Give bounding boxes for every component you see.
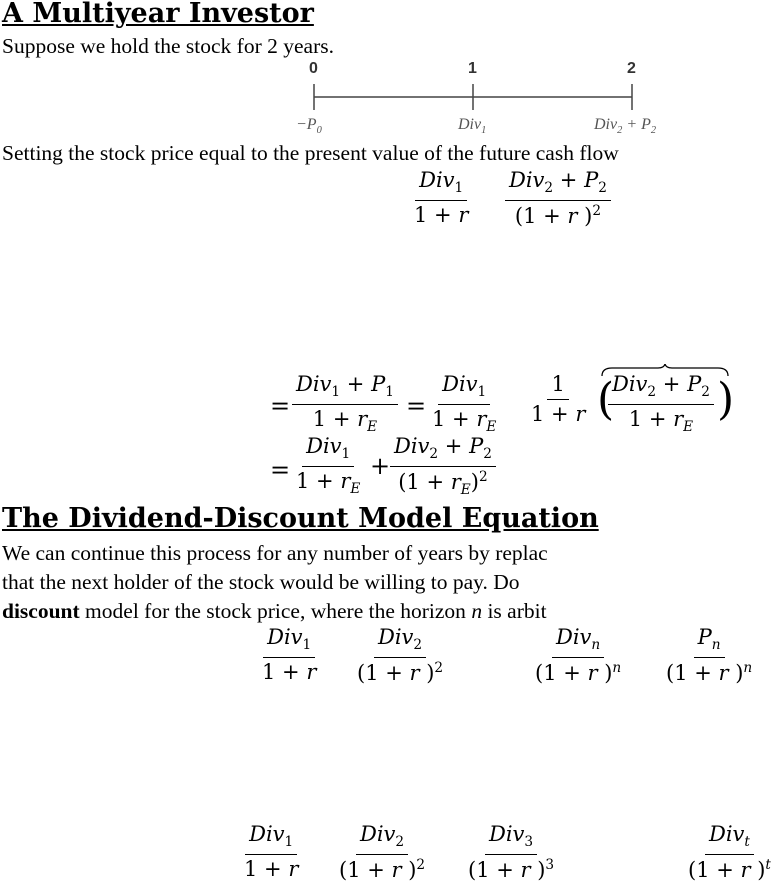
timeline-flow-1: Div$_1$ xyxy=(458,116,487,137)
equals-sign: = xyxy=(270,456,291,484)
fraction-div1-over-1-plus-r: Div$_1$ 1 + r xyxy=(262,625,317,684)
equals-sign: = xyxy=(270,392,291,420)
overbrace-icon xyxy=(600,364,730,378)
fraction-div2-over-1-plus-r-sq: Div$_2$ (1 + r )$^2$ xyxy=(339,822,426,882)
right-paren: ) xyxy=(717,374,735,425)
fraction-pn-over-1-plus-r-n: $\frac{P_n}{(1 + r )^n}$ xyxy=(666,625,753,685)
ddm-text-line-3: discount model for the stock price, where the horizon n is arbit xyxy=(2,599,547,623)
fraction-div2-p2-over-1-plus-re: $Div_2 + P_2$ $1 + r_E$ xyxy=(608,374,714,435)
fraction-div1-over-1-plus-re: Div$_1$ $1 + r_E$ xyxy=(296,434,361,498)
equals-sign: = xyxy=(406,392,427,420)
ddm-text-line-2: that the next holder of the stock would be willing to pay. Do xyxy=(2,570,520,594)
cash-flow-timeline xyxy=(0,0,784,140)
timeline-period-2: 2 xyxy=(627,60,636,77)
timeline-flow-2: $Div_2 + P_2$ xyxy=(594,116,657,137)
fraction-div2-p2-over-1-plus-r-sq: $Div_2 + P_2$ (1 + r )$^2$ xyxy=(505,170,611,227)
fraction-div2-p2-over-1-plus-re-sq: $Div_2 + P_2$ $(1 + r_E)^2$ xyxy=(390,436,496,498)
timeline-line-icon xyxy=(0,0,784,140)
fraction-div2-over-1-plus-r-sq: Div$_2$ (1 + r )$^2$ xyxy=(357,625,444,685)
fraction-1-over-1-plus-r: $\frac{1}{1 + r}$ xyxy=(531,372,586,426)
setting-text: Setting the stock price equal to the present value of the future cash flow xyxy=(2,141,619,165)
fraction-divt-over-1-plus-r-t: Div$_t$ (1 + r )$^t$ xyxy=(688,822,771,882)
fraction-divn-over-1-plus-r-n: Div$_n$ (1 + r )$^n$ xyxy=(535,625,622,685)
timeline-period-0: 0 xyxy=(309,60,318,77)
left-paren: ( xyxy=(597,374,615,425)
fraction-div1-over-1-plus-r: Div$_1$ 1 + r xyxy=(414,168,469,227)
timeline-flow-0: $-P_0$ xyxy=(296,116,322,137)
plus-sign: + xyxy=(370,452,391,480)
fraction-div1-over-1-plus-r: Div$_1$ 1 + r xyxy=(244,822,299,881)
heading-dividend-discount-model: The Dividend-Discount Model Equation xyxy=(2,503,599,534)
intro-text: Suppose we hold the stock for 2 years. xyxy=(2,34,334,58)
heading-multiyear-investor: A Multiyear Investor xyxy=(2,0,314,29)
ddm-text-line-1: We can continue this process for any number of years by replac xyxy=(2,541,548,565)
fraction-div1-over-1-plus-re: Div$_1$ $1 + r_E$ xyxy=(432,372,497,436)
fraction-div1-p1-over-1-plus-re: $Div_1 + P_1$ $1 + r_E$ xyxy=(292,374,398,435)
timeline-period-1: 1 xyxy=(468,60,477,77)
fraction-div3-over-1-plus-r-cu: Div$_3$ (1 + r )$^3$ xyxy=(468,822,555,882)
